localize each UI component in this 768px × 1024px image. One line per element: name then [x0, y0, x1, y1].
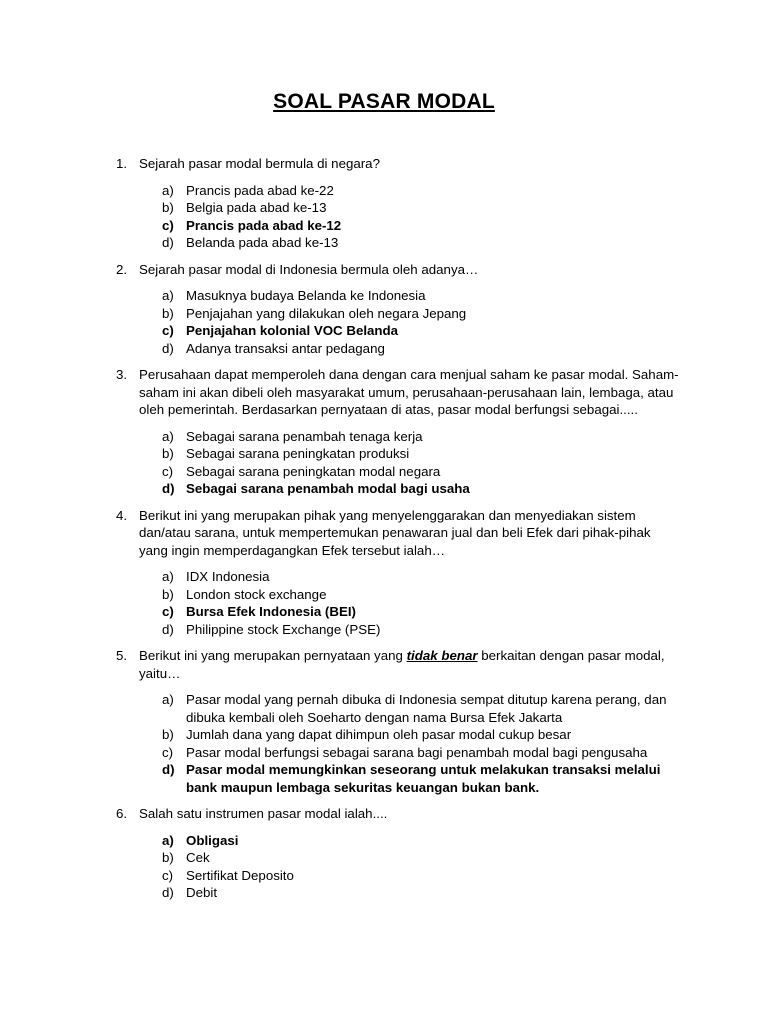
question-list [0, 155, 768, 911]
option-list [0, 287, 768, 357]
option-b [0, 199, 768, 217]
option-letter: d) [162, 762, 175, 777]
question-number: 2. [116, 261, 128, 277]
question-text: Sejarah pasar modal di Indonesia bermula oleh adanya… [139, 261, 479, 277]
option-text: London stock exchange [186, 586, 327, 602]
question-text: Salah satu instrumen pasar modal ialah.... [139, 806, 388, 821]
option-text: Bursa Efek Indonesia (BEI) [186, 604, 356, 619]
option-text: Belgia pada abad ke-13 [186, 200, 327, 215]
option-letter: a) [162, 832, 174, 848]
option-letter: a) [162, 692, 174, 707]
option-letter: c) [162, 604, 174, 619]
question-6 [0, 805, 768, 902]
option-text: Sebagai sarana peningkatan produksi [186, 446, 410, 461]
option-text: Cek [186, 850, 210, 865]
option-letter: d) [162, 885, 174, 900]
option-letter: d) [162, 621, 174, 637]
question-1 [0, 155, 768, 252]
option-letter: b) [162, 446, 174, 461]
question-number: 5. [116, 648, 128, 663]
option-d [0, 884, 768, 902]
option-text: Pasar modal memungkinkan seseorang untuk melakukan transaksi melalui bank maupun lembaga sekuritas keuangan bukan bank. [186, 762, 661, 795]
option-letter: b) [162, 200, 174, 215]
option-text: Jumlah dana yang dapat dihimpun oleh pasar modal cukup besar [186, 727, 572, 742]
question-text: Sejarah pasar modal bermula di negara? [139, 156, 380, 171]
option-b [0, 849, 768, 867]
option-letter: c) [162, 463, 174, 479]
question-number: 4. [116, 507, 128, 523]
option-b [0, 305, 768, 323]
option-text: IDX Indonesia [186, 569, 270, 584]
option-d [0, 340, 768, 358]
option-c [0, 744, 768, 762]
option-text: Prancis pada abad ke-22 [186, 182, 334, 198]
option-text: Pasar modal yang pernah dibuka di Indonesia sempat ditutup karena perang, dan dibuka kembali oleh Soeharto dengan nama Bursa Efek Jakarta [186, 692, 667, 725]
question-number: 1. [116, 156, 128, 171]
option-text: Penjajahan kolonial VOC Belanda [186, 323, 399, 338]
option-c-answer [0, 217, 768, 235]
question-number: 6. [116, 806, 128, 821]
emphasized-phrase: tidak benar [406, 648, 478, 663]
option-text: Masuknya budaya Belanda ke Indonesia [186, 288, 426, 303]
question-text: Berikut ini yang merupakan pihak yang menyelenggarakan dan menyediakan sistem dan/atau sarana, untuk mempertemukan penawaran jual dan beli Efek dari pihak-pihak yang ingin memperdagangkan Efek tersebut ialah… [139, 507, 651, 558]
option-letter: d) [162, 340, 174, 356]
option-a [0, 182, 768, 200]
option-c-answer [0, 322, 768, 340]
option-text: Belanda pada abad ke-13 [186, 235, 339, 250]
option-d [0, 234, 768, 252]
option-letter: a) [162, 182, 174, 198]
option-letter: b) [162, 586, 174, 602]
option-d [0, 621, 768, 639]
option-letter: b) [162, 727, 174, 742]
option-a [0, 287, 768, 305]
option-text: Sebagai sarana peningkatan modal negara [186, 463, 441, 479]
option-b [0, 445, 768, 463]
option-letter: d) [162, 235, 174, 250]
option-c [0, 867, 768, 885]
question-text: Perusahaan dapat memperoleh dana dengan cara menjual saham ke pasar modal. Saham-saham ini akan dibeli oleh masyarakat umum, perusahaan-perusahaan lain, lembaga, atau oleh pemerintah. Berdasarkan pernyataan di atas, pasar modal berfungsi sebagai..... [139, 367, 679, 417]
option-a [0, 568, 768, 586]
option-text: Prancis pada abad ke-12 [186, 217, 342, 233]
option-text: Sertifikat Deposito [186, 867, 294, 883]
option-list [0, 428, 768, 498]
page-title: SOAL PASAR MODAL [273, 90, 495, 113]
option-letter: c) [162, 867, 174, 883]
option-text: Penjajahan yang dilakukan oleh negara Jepang [186, 305, 467, 321]
option-letter: a) [162, 428, 174, 444]
question-text [139, 647, 679, 682]
option-letter: c) [162, 323, 174, 338]
option-letter: c) [162, 744, 174, 760]
option-b [0, 726, 768, 744]
option-a [0, 691, 768, 726]
question-number: 3. [116, 367, 128, 382]
option-list [0, 832, 768, 902]
option-d-answer [0, 761, 768, 796]
question-5 [0, 647, 768, 796]
option-d-answer [0, 480, 768, 498]
question-text-before: Berikut ini yang merupakan pernyataan yang [139, 648, 407, 663]
option-text: Obligasi [186, 832, 239, 848]
option-list [0, 568, 768, 638]
question-4 [0, 507, 768, 639]
option-letter: a) [162, 569, 174, 584]
question-text-after: berkaitan dengan pasar modal, yaitu… [139, 648, 665, 681]
option-text: Sebagai sarana penambah tenaga kerja [186, 428, 423, 444]
option-b [0, 586, 768, 604]
option-a-answer [0, 832, 768, 850]
option-text: Sebagai sarana penambah modal bagi usaha [186, 481, 470, 496]
option-text: Debit [186, 885, 218, 900]
option-text: Adanya transaksi antar pedagang [186, 340, 385, 356]
option-letter: b) [162, 305, 174, 321]
option-c [0, 463, 768, 481]
option-letter: c) [162, 217, 174, 233]
option-list [0, 691, 768, 796]
question-2 [0, 261, 768, 358]
option-list [0, 182, 768, 252]
option-a [0, 428, 768, 446]
option-letter: a) [162, 288, 174, 303]
option-c-answer [0, 603, 768, 621]
option-text: Philippine stock Exchange (PSE) [186, 621, 381, 637]
option-letter: b) [162, 850, 174, 865]
question-3 [0, 366, 768, 498]
option-text: Pasar modal berfungsi sebagai sarana bagi penambah modal bagi pengusaha [186, 744, 648, 760]
option-letter: d) [162, 481, 175, 496]
